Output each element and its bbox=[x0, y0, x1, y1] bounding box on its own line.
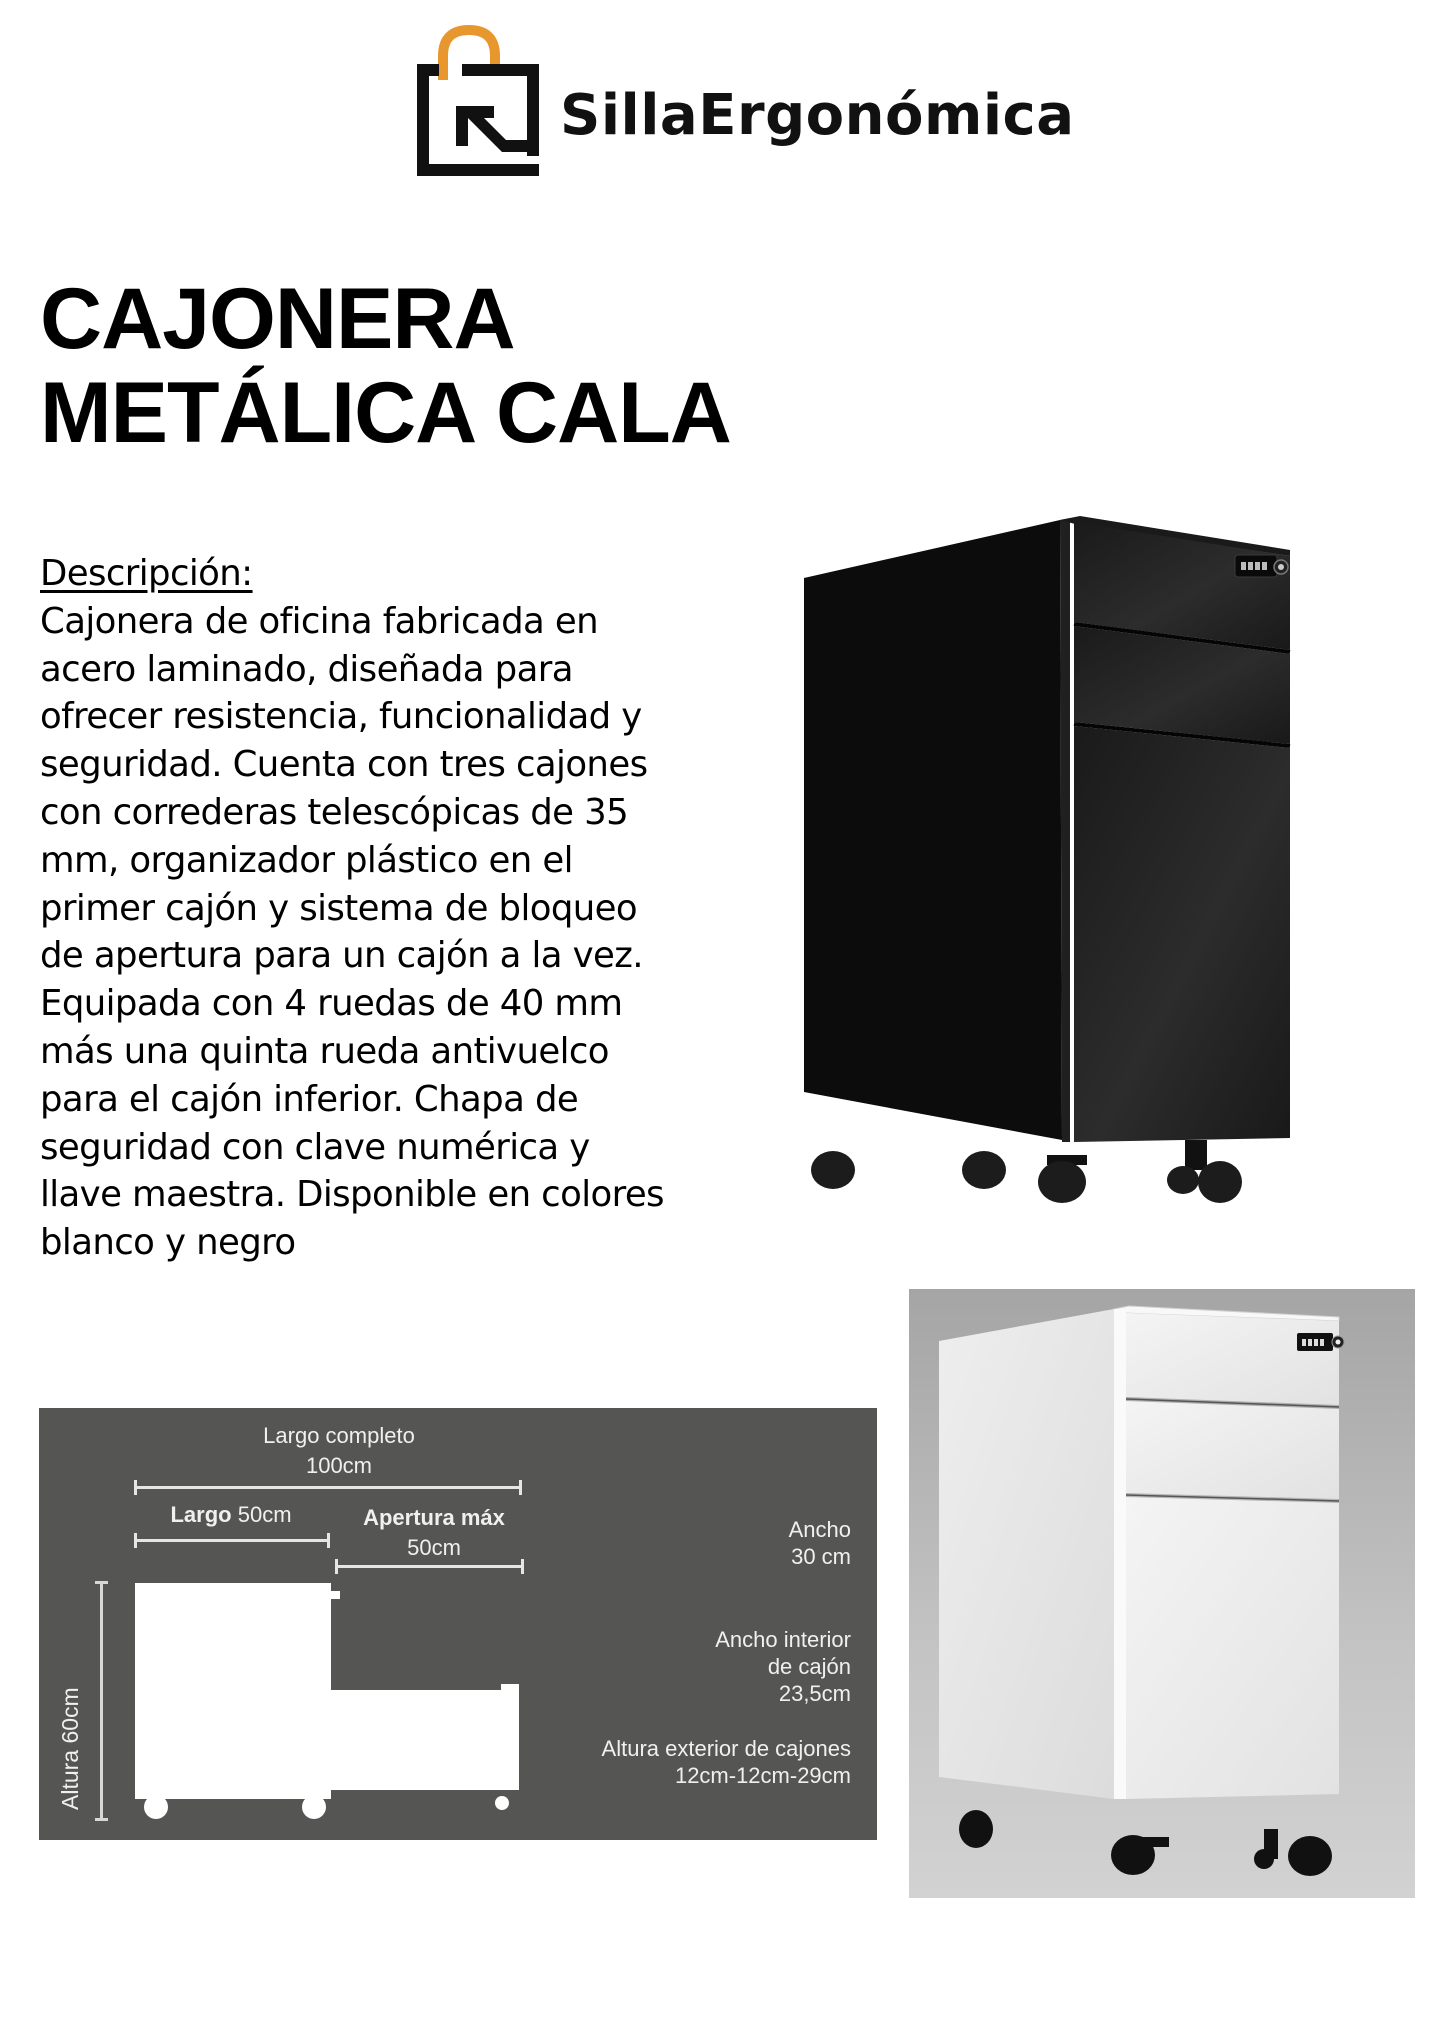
largo-value: 50cm bbox=[237, 1502, 292, 1527]
altura-cajones-value: 12cm-12cm-29cm bbox=[674, 1763, 851, 1788]
largo-label-text: Largo bbox=[170, 1502, 232, 1527]
description-line: para el cajón inferior. Chapa de bbox=[40, 1078, 579, 1120]
caster-wheels bbox=[811, 1140, 1242, 1203]
dimensions-diagram bbox=[39, 1408, 877, 1840]
altura-label: Altura 60cm bbox=[57, 1687, 83, 1810]
apertura-value: 50cm bbox=[407, 1535, 461, 1560]
largo-completo-value: 100cm bbox=[305, 1453, 373, 1478]
description-line: blanco y negro bbox=[40, 1222, 296, 1264]
altura-cajones-label: Altura exterior de cajones bbox=[601, 1736, 851, 1761]
caster-wheels bbox=[959, 1810, 1332, 1876]
ancho-label: Ancho bbox=[788, 1517, 851, 1542]
white-cabinet-image-frame bbox=[909, 1289, 1415, 1898]
description-line: Equipada con 4 ruedas de 40 mm bbox=[40, 983, 623, 1025]
description-line: llave maestra. Disponible en colores bbox=[40, 1174, 664, 1216]
description-line: ofrecer resistencia, funcionalidad y bbox=[40, 696, 642, 738]
product-title bbox=[40, 272, 731, 460]
description-line: con correderas telescópicas de 35 bbox=[40, 791, 629, 833]
brand-name: SillaErgonómica bbox=[560, 83, 1075, 148]
description-line: mm, organizador plástico en el bbox=[40, 839, 573, 881]
ancho-interior-label: Ancho interior bbox=[715, 1627, 851, 1652]
product-description bbox=[40, 550, 770, 1267]
description-line: seguridad. Cuenta con tres cajones bbox=[40, 744, 648, 786]
largo-completo-label: Largo completo bbox=[263, 1423, 415, 1448]
product-title-line-1: CAJONERA bbox=[40, 271, 515, 367]
description-line: seguridad con clave numérica y bbox=[40, 1126, 590, 1168]
white-cabinet-image bbox=[909, 1289, 1415, 1898]
ancho-interior-label-2: de cajón bbox=[767, 1654, 851, 1679]
apertura-label: Apertura máx bbox=[363, 1505, 505, 1530]
combination-lock-icon bbox=[1297, 1333, 1344, 1351]
black-cabinet-image bbox=[790, 510, 1390, 1240]
description-line: Cajonera de oficina fabricada en bbox=[40, 600, 598, 642]
description-line: más una quinta rueda antivuelco bbox=[40, 1030, 609, 1072]
ancho-value: 30 cm bbox=[791, 1544, 851, 1569]
description-heading: Descripción: bbox=[40, 553, 253, 594]
description-line: primer cajón y sistema de bloqueo bbox=[40, 887, 638, 929]
brand-logo bbox=[416, 20, 1075, 176]
product-title-line-2: METÁLICA CALA bbox=[40, 365, 731, 461]
shopping-bag-arrow-icon bbox=[416, 20, 540, 176]
ancho-interior-value: 23,5cm bbox=[778, 1681, 851, 1706]
description-line: de apertura para un cajón a la vez. bbox=[40, 935, 643, 977]
description-line: acero laminado, diseñada para bbox=[40, 648, 573, 690]
